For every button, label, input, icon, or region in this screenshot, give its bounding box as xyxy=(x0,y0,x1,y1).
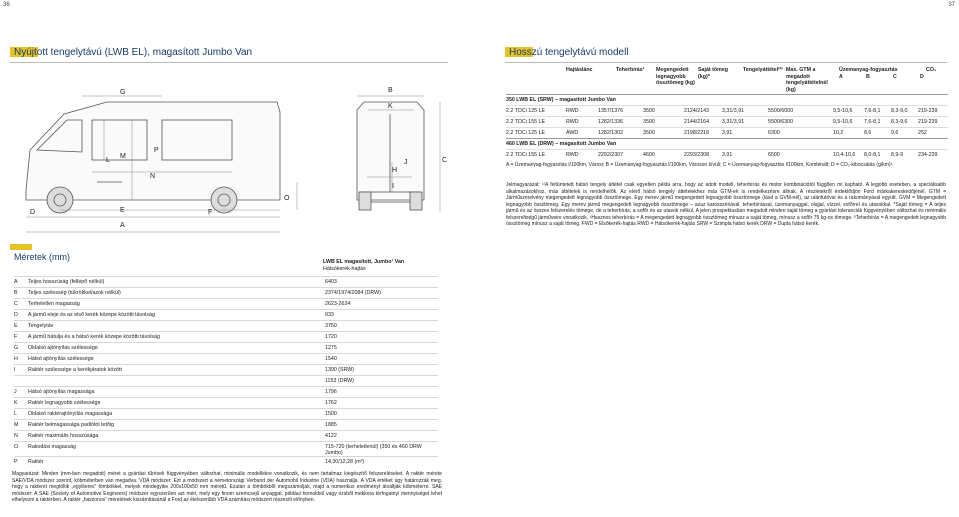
spec-cell: AWD xyxy=(566,130,579,136)
dim-label-G: G xyxy=(120,89,126,96)
left-footnote: Magyarázat: Minden (mm-ben megadott) méret a gyártási tűrések függvényében változhat, minimális modellekre vonatkozik, és nem tartalmaz kiegészítő felszereléseket. A raktér mérete SAE/VDA módszer szerint, köbméterben van megadva. VDA módszer: Ezt a módszert a németországi Verband der Automobil Industrie (VDA) használja. A VDA értéket úgy határozzák meg, hogy a rakteret megtöltik „egyliteres” tömbökkel, melyek mindegyike 200x100x50 mm méretű. Ezután a tömbökből megszámolják, majd a numerikus eredményt átváltják köbméterre. SAE módszer: A SAE (Society of Automotive Engineers) módszer egyszerűen azt méri, mely egy finom szemcsejű anyaggal, például homokból vagy rizsből mekkora térfogatnyi mennyiséget lehet elhelyezni a raktérben. A raktér „haszonos” méretének kiszámításánál a Ford az életszerűbb VDA számítási módszert részesíti előnyben. xyxy=(12,471,442,503)
column-header: Saját tömeg (kg)* xyxy=(698,67,729,80)
dim-label-K: K xyxy=(388,103,393,110)
spec-cell: 2293/2308 xyxy=(684,152,710,158)
spec-cell: 3,31/3,91 xyxy=(722,119,745,125)
spec-cell: 2144/2164 xyxy=(684,119,710,125)
dim-label-F: F xyxy=(208,209,213,216)
spec-cell: 5500/6000 xyxy=(768,108,794,114)
table-header-line2: Hátsókerék-hajtás xyxy=(323,266,366,272)
row-value: 6403 xyxy=(325,279,337,285)
row-key: F xyxy=(14,334,18,340)
row-key: I xyxy=(14,367,16,373)
table-header-line1: LWB EL magasított, Jumbo¹ Van xyxy=(323,259,405,265)
dim-label-B: B xyxy=(388,87,393,94)
row-label: Raktér belmagassága padlótól tetőig xyxy=(28,422,114,428)
spec-cell: 2.2 TDCi 155 LE xyxy=(506,119,546,125)
dim-label-C: C xyxy=(442,157,448,164)
row-label: Tengelytáv xyxy=(28,323,54,329)
column-header: Hajtáslánc xyxy=(566,67,593,73)
row-value: 933 xyxy=(325,312,334,318)
row-value: 1796 xyxy=(325,389,337,395)
spec-cell: 7,6-8,1 xyxy=(864,108,881,114)
row-label: A jármű hátulja és a hátsó kerék közepe közötti távolság xyxy=(28,334,160,340)
spec-cell: 7,6-8,1 xyxy=(864,119,881,125)
spec-table-header xyxy=(506,67,948,95)
section-title: 350 LWB EL (SRW) – magasított Jumbo Van xyxy=(506,97,616,103)
spec-cell: 8,6 xyxy=(864,130,872,136)
spec-cell: 8,9-9 xyxy=(891,152,904,158)
explanation-text: Jelmagyarázat: ¹⁾A feltüntetett hátsó tengely áttétel csak egyetlen példa arra, hogy az adott modell, teherbírás és motor kombinációtól függően mi kapható. A legjobb eseteben, a speciálisabb alkalmazásokhoz, más áttételek is rendelhetők. Az elérő hátsó tengely áttételekhez más GTM-ek is rendelkezésre állnak. A részletekről érdeklődjön Ford márkakereskedőjénél. GTM = Járműszerelvény megengedett legnagyobb össztömege. Egy merev jármű megengedett legnagyobb össztömege (lásd a GVM-nél), az utánfutóval és a rakományával együtt. GVM = Megengedett legnagyobb össztömeg. Egy merev jármű megengedett legnagyobb össztömege – azaz karosszériával, teherbírással, üzemanyaggal, olajjal, vízzel, sofőrrel és utasokkal. *Saját tömeg = A teljes jármű és az összes felszerelés tömege, de a teherbírás, a sofőr és az utasok nélkül. A jelen prospektusban megadott minden saját tömeg a gyártási toleranciák függvényében változhat és minimális felszereltségű járműveire vonatkozik. ¹Hasznos teherbírás = A megengedett legnagyobb össztömeg mínusz a saját tömeg, mínusz a sofőr 75 kg-os tömege. ²Teherbírás = A megengedett legnagyobb össztömeg mínusz a saját tömeg. FWD = Elsőkerék-hajtás RWD = Hátsókerék-hajtás SRW = Szimpla hátsó kerék DRW = Dupla hátsó kerék. xyxy=(506,182,946,227)
row-key: J xyxy=(14,389,17,395)
fuel-subheader: A xyxy=(839,74,843,80)
row-value: 1885 xyxy=(325,422,337,428)
row-label: Rakodási magasság xyxy=(28,444,76,450)
row-value: 2374/1974/2084 (DRW) xyxy=(325,290,381,296)
row-value: 2623-2624 xyxy=(325,301,351,307)
van-side-view xyxy=(26,102,280,213)
row-value: 1500 xyxy=(325,411,337,417)
row-key: D xyxy=(14,312,18,318)
row-value: 1720 xyxy=(325,334,337,340)
dim-label-J: J xyxy=(404,159,408,166)
spec-cell: 8,0-8,1 xyxy=(864,152,881,158)
spec-cell: 2.2 TDCi 125 LE xyxy=(506,108,546,114)
dims-table-header xyxy=(323,259,404,273)
dim-label-M: M xyxy=(120,153,126,160)
row-label: Raktér xyxy=(28,459,44,465)
spec-cell: 6300 xyxy=(768,130,780,136)
dim-label-N: N xyxy=(150,173,156,180)
van-dimension-diagram xyxy=(12,72,452,247)
fuel-subheader: B xyxy=(866,74,870,80)
spec-cell: 3500 xyxy=(643,119,655,125)
column-header: CO₂ xyxy=(926,67,937,73)
dim-label-O: O xyxy=(284,195,290,202)
left-page-title: Nyújtott tengelytávú (LWB EL), magasított Jumbo Van xyxy=(14,47,253,58)
row-key: C xyxy=(14,301,18,307)
table-row xyxy=(14,456,438,468)
row-value: 715-720 (terheletlenül) (350 és 460 DRW Jumbo) xyxy=(325,444,422,456)
divider xyxy=(10,62,448,63)
spec-cell: 2124/2143 xyxy=(684,108,710,114)
table-row xyxy=(14,441,438,456)
spec-row xyxy=(506,127,948,138)
divider-right xyxy=(505,62,947,63)
spec-row xyxy=(506,105,948,116)
row-value: 1762 xyxy=(325,400,337,406)
spec-cell: RWD xyxy=(566,108,579,114)
section-row xyxy=(506,94,948,105)
spec-cell: 9,5-10,6 xyxy=(833,119,853,125)
column-header: Teherbírás¹ xyxy=(616,67,645,73)
spec-cell: 3500 xyxy=(643,108,655,114)
row-key: G xyxy=(14,345,19,351)
spec-cell: RWD xyxy=(566,119,579,125)
row-label: Raktér szélessége a kerékjáratok között xyxy=(28,367,122,373)
row-key: M xyxy=(14,422,19,428)
section-row xyxy=(506,138,948,149)
spec-cell: 9,6 xyxy=(891,130,899,136)
spec-cell: 10,4-10,6 xyxy=(833,152,856,158)
dims-accent-bar xyxy=(10,244,32,250)
spec-cell: 1282/1302 xyxy=(598,130,624,136)
dim-label-E: E xyxy=(120,207,125,214)
column-header: Megengedett legnagyobb össztömeg (kg) xyxy=(656,67,695,86)
row-value: 1390 (SRW) xyxy=(325,367,355,373)
right-page-title: Hosszú tengelytávú modell xyxy=(509,47,629,58)
dim-label-L: L xyxy=(106,157,110,164)
dim-label-I: I xyxy=(392,183,394,190)
column-header: Üzemanyag-fogyasztás xyxy=(839,67,898,73)
row-key: A xyxy=(14,279,18,285)
spec-cell: 1282/1336 xyxy=(598,119,624,125)
spec-cell: 219-239 xyxy=(918,119,938,125)
spec-cell: 3,91 xyxy=(722,130,733,136)
dim-label-A: A xyxy=(120,222,125,229)
row-key: B xyxy=(14,290,18,296)
row-label: Hátsó ajtónyílás magassága xyxy=(28,389,95,395)
row-key: P xyxy=(14,459,18,465)
row-key: E xyxy=(14,323,18,329)
spec-cell: 2198/2218 xyxy=(684,130,710,136)
row-label: Teljes hosszúság (fellépő nélkül) xyxy=(28,279,105,285)
spec-cell: 3,91 xyxy=(722,152,733,158)
fuel-legend: A = Üzemanyag-fogyasztás l/100km, Városi; B = Üzemanyag-fogyasztás l/100km, Városon kívüli; C = Üzemanyag-fogyasztás l/100km, Kombinált; D = CO₂-kibocsátás (g/km)². xyxy=(506,162,894,168)
row-label: Teljes szélesség (tükrökkel/azok nélkül) xyxy=(28,290,121,296)
dimensions-title: Méretek (mm) xyxy=(14,252,70,262)
spec-row xyxy=(506,116,948,127)
fuel-subheader: D xyxy=(920,74,924,80)
spec-cell: 1357/1376 xyxy=(598,108,624,114)
row-value: 4122 xyxy=(325,433,337,439)
spec-cell: 2,2 TDCi 125 LE xyxy=(506,130,546,136)
spec-cell: 10,2 xyxy=(833,130,844,136)
spec-row xyxy=(506,149,948,160)
row-value: 14,30/12,28 (m³) xyxy=(325,459,365,465)
dim-label-D: D xyxy=(30,209,36,216)
row-label: Hátsó ajtónyílás szélessége xyxy=(28,356,94,362)
spec-cell: 5500/6300 xyxy=(768,119,794,125)
van-rear-view xyxy=(357,102,424,210)
section-title: 460 LWB EL (DRW) – magasított Jumbo Van xyxy=(506,141,617,147)
spec-cell: 2.2 TDCi 155 LE xyxy=(506,152,546,158)
column-header: Max. GTM a megadott tengelyáttételnél (kg) xyxy=(786,67,828,93)
spec-cell: 219-239 xyxy=(918,108,938,114)
spec-cell: 8,3-9,6 xyxy=(891,119,908,125)
spec-cell: 9,5-10,6 xyxy=(833,108,853,114)
row-label: Terheletlen magasság xyxy=(28,301,80,307)
row-label: A jármű eleje és az első kerék közepe közötti távolság xyxy=(28,312,155,318)
spec-cell: 3500 xyxy=(643,130,655,136)
spec-cell: 3,31/3,91 xyxy=(722,108,745,114)
spec-cell: RWD xyxy=(566,152,579,158)
row-key: H xyxy=(14,356,18,362)
page-number-left: 36 xyxy=(3,2,10,8)
spec-cell: 4600 xyxy=(643,152,655,158)
row-value: 1153 (DRW) xyxy=(325,378,354,384)
dim-label-H: H xyxy=(392,167,398,174)
row-value: 1540 xyxy=(325,356,337,362)
spec-cell: 252 xyxy=(918,130,927,136)
column-header: Tengelyáttétel⁽²⁾ xyxy=(743,67,783,73)
spec-cell: 234-239 xyxy=(918,152,938,158)
fuel-subheader: C xyxy=(893,74,897,80)
row-key: K xyxy=(14,400,18,406)
row-value: 3750 xyxy=(325,323,337,329)
row-key: L xyxy=(14,411,17,417)
row-key: O xyxy=(14,444,19,450)
row-label: Oldalsó ajtónyílás szélessége xyxy=(28,345,98,351)
dim-label-P: P xyxy=(154,147,159,154)
spec-cell: 6500 xyxy=(768,152,780,158)
spec-cell: 2292/2307 xyxy=(598,152,624,158)
row-label: Raktér maximális hosszúsága xyxy=(28,433,99,439)
page-number-right: 37 xyxy=(948,2,955,8)
row-key: N xyxy=(14,433,18,439)
row-label: Oldalsó raktérajtónyílás magassága xyxy=(28,411,113,417)
row-label: Raktér legnagyobb szélessége xyxy=(28,400,101,406)
row-value: 1275 xyxy=(325,345,337,351)
spec-cell: 8,3-9,0 xyxy=(891,108,908,114)
